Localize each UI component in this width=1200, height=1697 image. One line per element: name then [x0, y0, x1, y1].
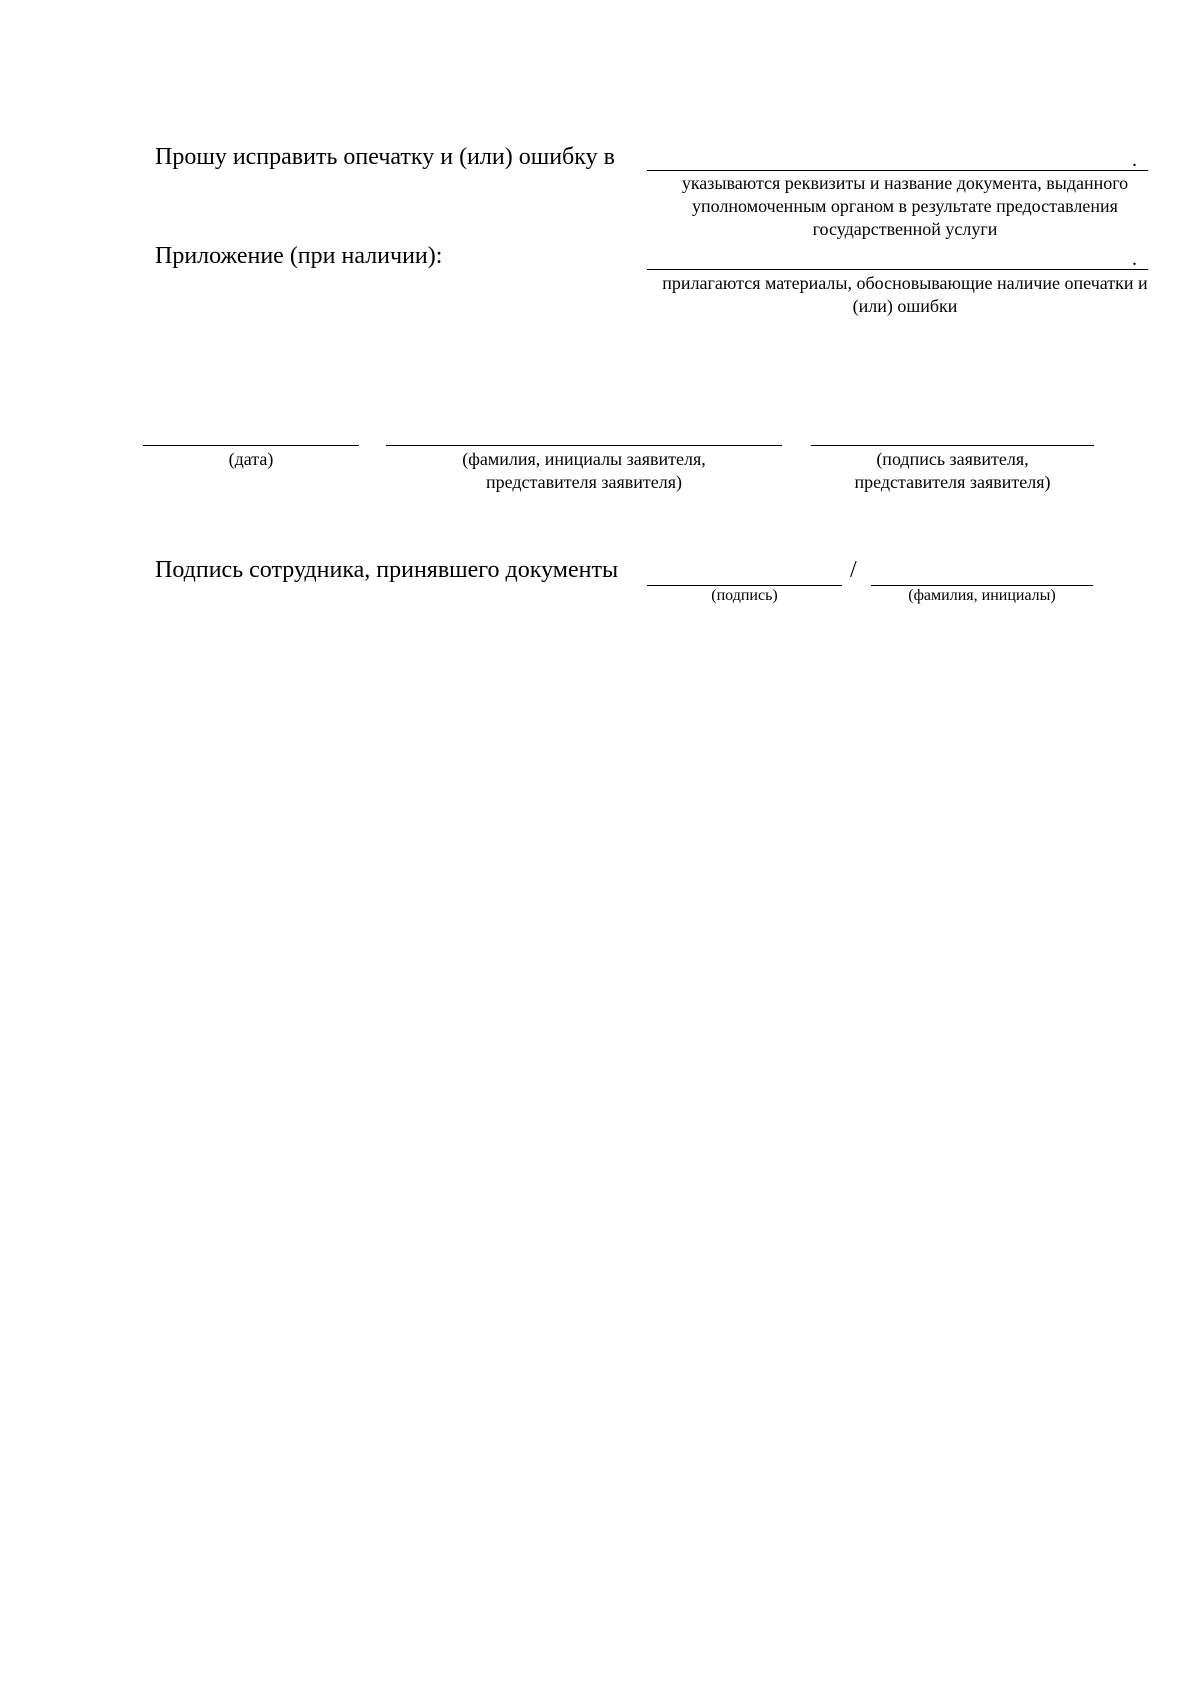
signature-separator: / — [850, 557, 857, 583]
date-field[interactable] — [143, 445, 359, 446]
employee-name-field[interactable] — [871, 585, 1093, 586]
request-label: Прошу исправить опечатку и (или) ошибку в — [155, 144, 615, 170]
attachment-end-mark: . — [1132, 248, 1137, 270]
request-hint: указываются реквизиты и название документа, выданного уполномоченным органом в результате предоставления государственной услуги — [681, 173, 1129, 239]
applicant-signature-field[interactable] — [811, 445, 1094, 446]
request-end-mark: . — [1132, 149, 1137, 171]
applicant-name-caption-line1: (фамилия, инициалы заявителя, — [462, 449, 706, 469]
request-document-field[interactable] — [647, 170, 1148, 171]
employee-name-caption: (фамилия, инициалы) — [908, 587, 1056, 604]
applicant-signature-caption-line2: представителя заявителя) — [854, 472, 1051, 492]
applicant-name-caption-line2: представителя заявителя) — [486, 472, 682, 492]
employee-signature-field[interactable] — [647, 585, 842, 586]
applicant-signature-caption-line1: (подпись заявителя, — [876, 449, 1029, 469]
employee-signature-label: Подпись сотрудника, принявшего документы — [155, 557, 619, 583]
attachment-label: Приложение (при наличии): — [155, 243, 443, 269]
employee-signature-caption: (подпись) — [711, 587, 778, 604]
attachment-hint: прилагаются материалы, обосновывающие наличие опечатки и (или) ошибки — [662, 273, 1148, 316]
date-caption: (дата) — [228, 449, 274, 469]
attachment-field[interactable] — [647, 269, 1148, 270]
applicant-signature-caption — [811, 448, 1094, 494]
applicant-name-caption — [386, 448, 782, 494]
applicant-name-field[interactable] — [386, 445, 782, 446]
